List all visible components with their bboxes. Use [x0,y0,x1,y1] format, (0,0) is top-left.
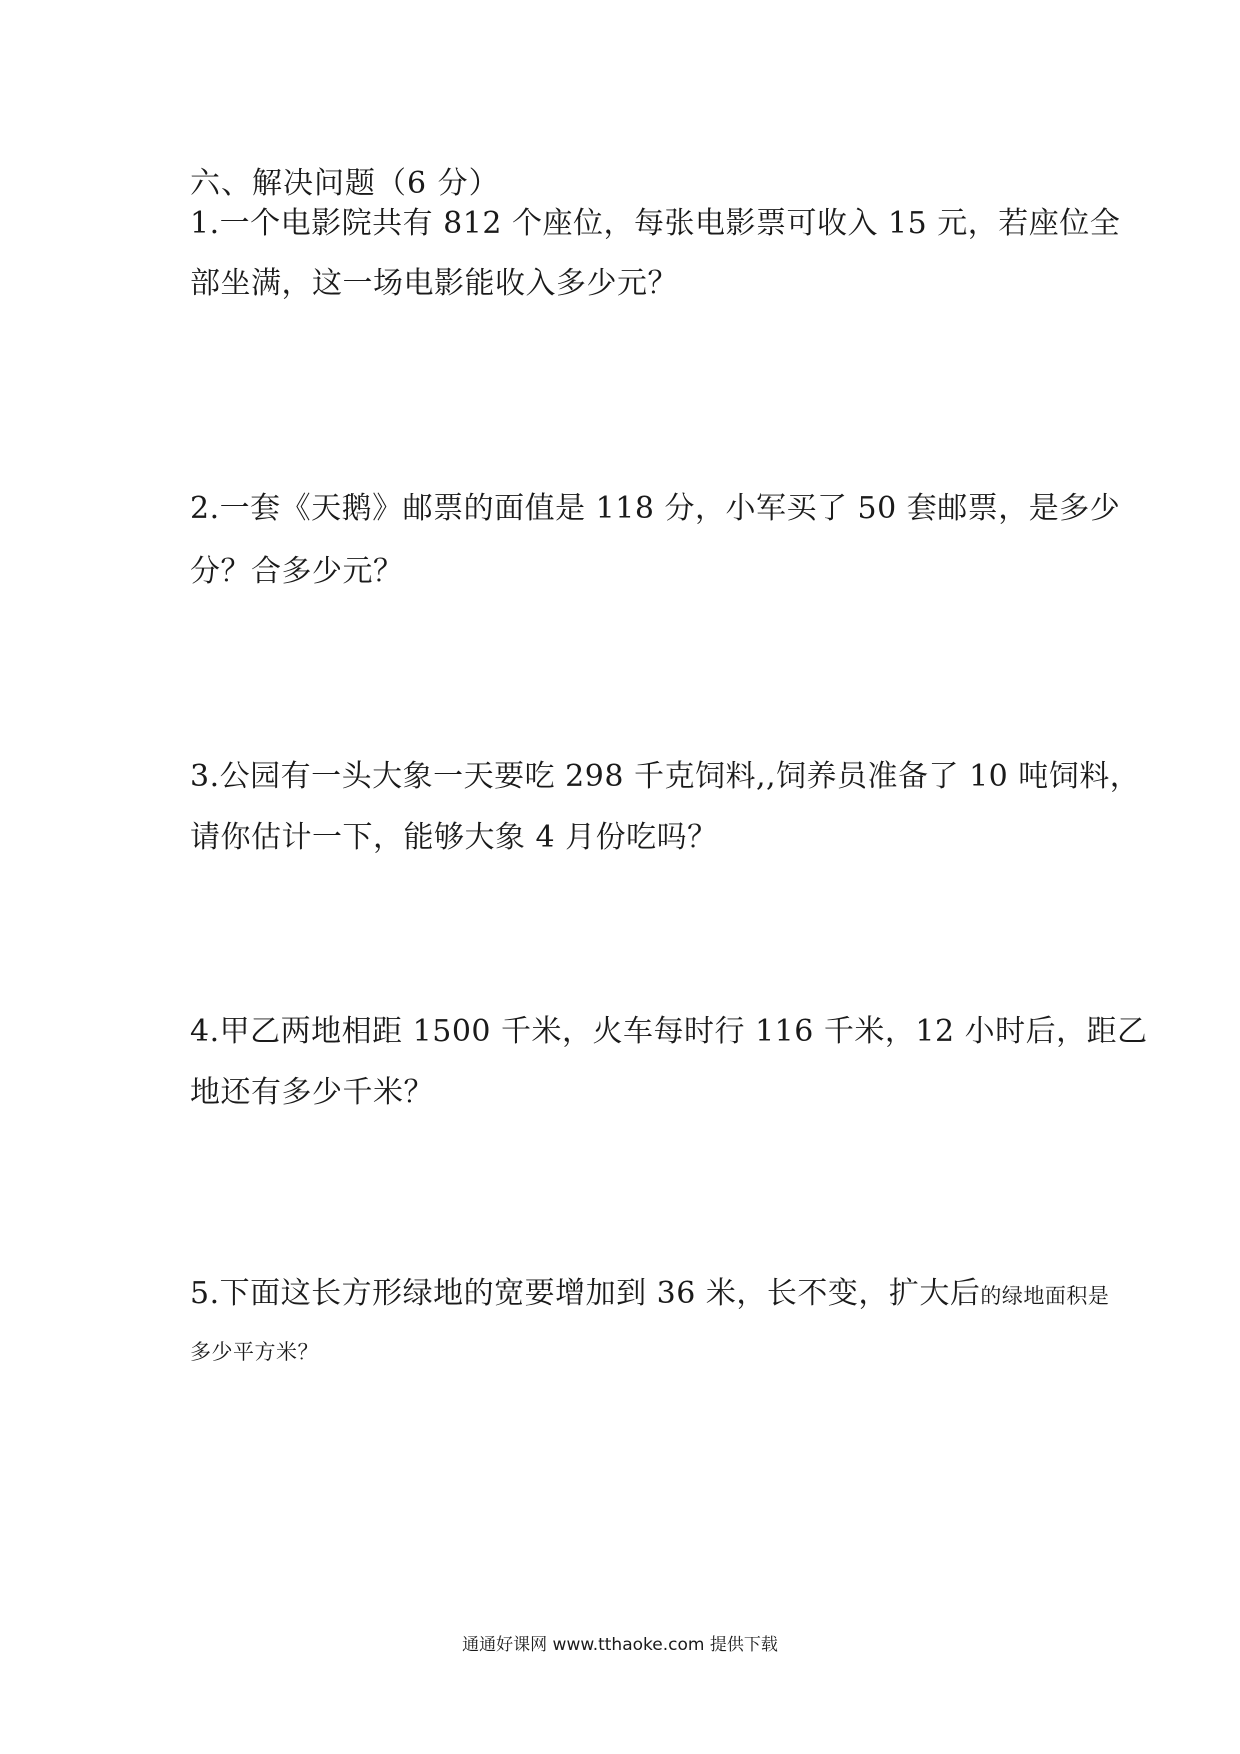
question-2-line-1: 2.一套《天鹅》邮票的面值是 118 分，小军买了 50 套邮票，是多少 [190,491,1121,526]
question-5-line-2: 多少平方米？ [190,1340,319,1364]
question-1-line-2: 部坐满，这一场电影能收入多少元？ [190,266,678,301]
section-title: 六、解决问题（6 分） [190,166,500,201]
question-3-line-1: 3.公园有一头大象一天要吃 298 千克饲料,,饲养员准备了 10 吨饲料， [190,759,1141,794]
question-1-line-1: 1.一个电影院共有 812 个座位，每张电影票可收入 15 元，若座位全 [190,206,1121,241]
question-3-line-2: 请你估计一下，能够大象 4 月份吃吗？ [190,820,718,855]
question-5-line-1-small: 的绿地面积是 [980,1284,1110,1308]
question-4-line-1: 4.甲乙两地相距 1500 千米，火车每时行 116 千米，12 小时后，距乙 [190,1014,1148,1049]
question-4-line-2: 地还有多少千米？ [190,1075,434,1110]
question-2-line-2: 分？合多少元？ [190,554,404,589]
question-5-line-1 [190,1272,1109,1318]
footer-watermark: 通通好课网 www.tthaoke.com 提供下载 [462,1635,778,1655]
question-5-line-1-main: 5.下面这长方形绿地的宽要增加到 36 米，长不变，扩大后 [190,1276,981,1311]
